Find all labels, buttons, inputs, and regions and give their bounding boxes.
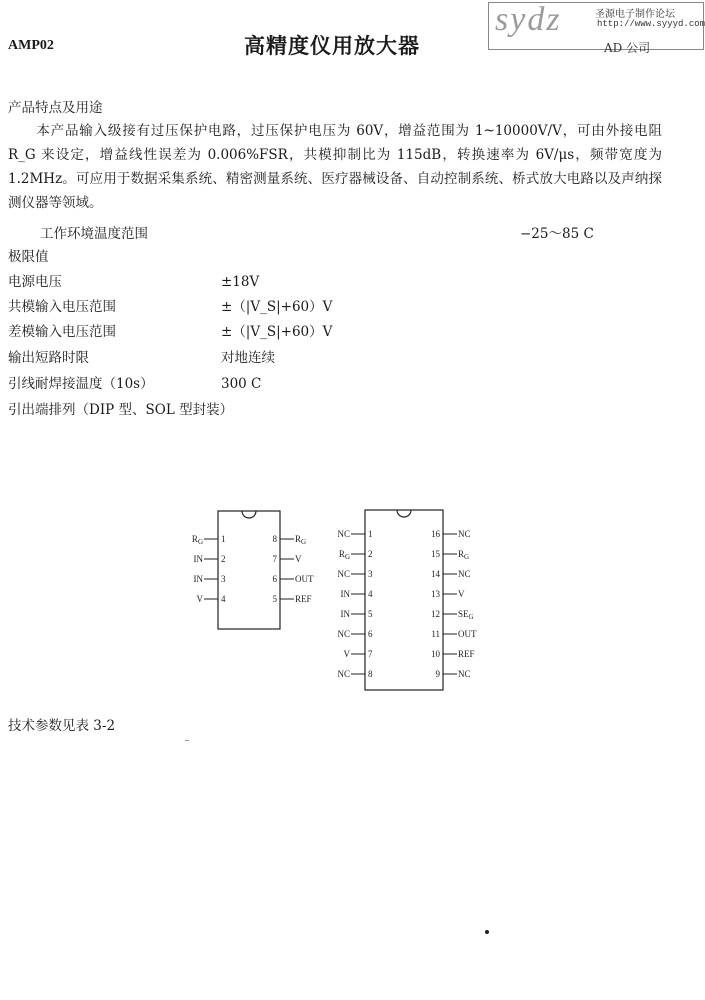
pin-number: 15 [431,549,440,559]
pin-name: NC [458,669,471,679]
page-title: 高精度仪用放大器 [244,33,420,58]
logo-tagline: 圣源电子制作论坛 [595,9,675,20]
limit-value: ±（|V_S|+60）V [221,324,333,340]
dip8-package [192,511,314,629]
limit-value: 对地连续 [221,350,275,366]
pin-name: $R_G$ [191,534,203,546]
pin-name: $SE_G$ [458,609,474,621]
features-paragraph: 本产品输入级接有过压保护电路，过压保护电压为 60V，增益范围为 1~10000V/V，可由外接电阻 R_G 来设定，增益线性误差为 0.006%FSR，共模抑制比为 115dB，转换速率为 6V/μs，频带宽度为 1.2MHz。可应用于数据采集系统、精密测量系统、医疗器械设备、自动控制系统、桥式放大电路以及声纳探测仪器等领域。 [8,123,662,211]
limit-label: 差模输入电压范围 [8,324,116,340]
operating-temp-label: 工作环境温度范围 [40,226,148,242]
limits-heading: 极限值 [8,249,49,265]
pin-name: REF [458,649,475,659]
pin-name: IN [193,554,203,564]
sol16-package [337,510,477,690]
limit-label: 引线耐焊接温度（10s） [8,376,154,392]
pin-name: $R_G$ [458,549,470,561]
pin-number: 11 [431,629,440,639]
pin1-notch [242,511,256,518]
pin-number: 2 [221,554,226,564]
pin-name: NC [458,569,471,579]
footer-note: 技术参数见表 3-2 [8,718,116,734]
logo-text: sydz [495,1,562,38]
pin-number: 7 [272,554,277,564]
pin-number: 14 [431,569,440,579]
limit-value: 300 C [221,376,262,392]
pin-number: 8 [272,534,277,544]
pin-number: 3 [368,569,373,579]
pin-name: REF [295,594,312,604]
limit-value: ±（|V_S|+60）V [221,299,333,315]
pin-number: 16 [431,529,440,539]
pin-name: NC [337,529,350,539]
pin-number: 6 [368,629,373,639]
limit-label: 电源电压 [8,274,62,290]
pin-name: V [343,649,350,659]
pin-name: $R_G$ [338,549,350,561]
pin-number: 4 [221,594,226,604]
ic-body [218,511,280,629]
limit-label: 输出短路时限 [8,350,89,366]
pin-name: IN [340,609,350,619]
logo-url: http://www.syyyd.com [597,19,705,29]
pin-number: 10 [431,649,440,659]
pin-number: 2 [368,549,373,559]
pin-number: 6 [272,574,277,584]
pin-name: OUT [295,574,314,584]
scan-speck [185,740,189,741]
pin1-notch [397,510,411,517]
pin-number: 3 [221,574,226,584]
operating-temp-value: −25～85 C [520,226,594,242]
pin-number: 7 [368,649,373,659]
pin-name: OUT [458,629,477,639]
features-heading: 产品特点及用途 [8,100,103,116]
pin-name: V [196,594,203,604]
pin-name: NC [458,529,471,539]
pin-number: 5 [272,594,277,604]
pin-number: 13 [431,589,440,599]
pin-number: 9 [435,669,440,679]
pin-number: 1 [368,529,373,539]
limit-label: 共模输入电压范围 [8,299,116,315]
limit-value: ±18V [221,274,260,290]
pin-number: 12 [431,609,440,619]
watermark-logo [488,2,704,50]
pin-number: 8 [368,669,373,679]
pin-number: 4 [368,589,373,599]
pin-name: V [458,589,465,599]
pin-name: IN [193,574,203,584]
pin-name: IN [340,589,350,599]
pinout-diagram [180,505,500,695]
pin-number: 5 [368,609,373,619]
pin-name: $R_G$ [295,534,307,546]
scan-speck [485,930,489,934]
pin-name: NC [337,569,350,579]
manufacturer: AD 公司 [604,41,651,55]
pin-name: V [295,554,302,564]
pinout-heading: 引出端排列（DIP 型、SOL 型封装） [8,402,234,418]
pin-name: NC [337,629,350,639]
pin-name: NC [337,669,350,679]
pin-number: 1 [221,534,226,544]
part-number: AMP02 [8,38,54,53]
